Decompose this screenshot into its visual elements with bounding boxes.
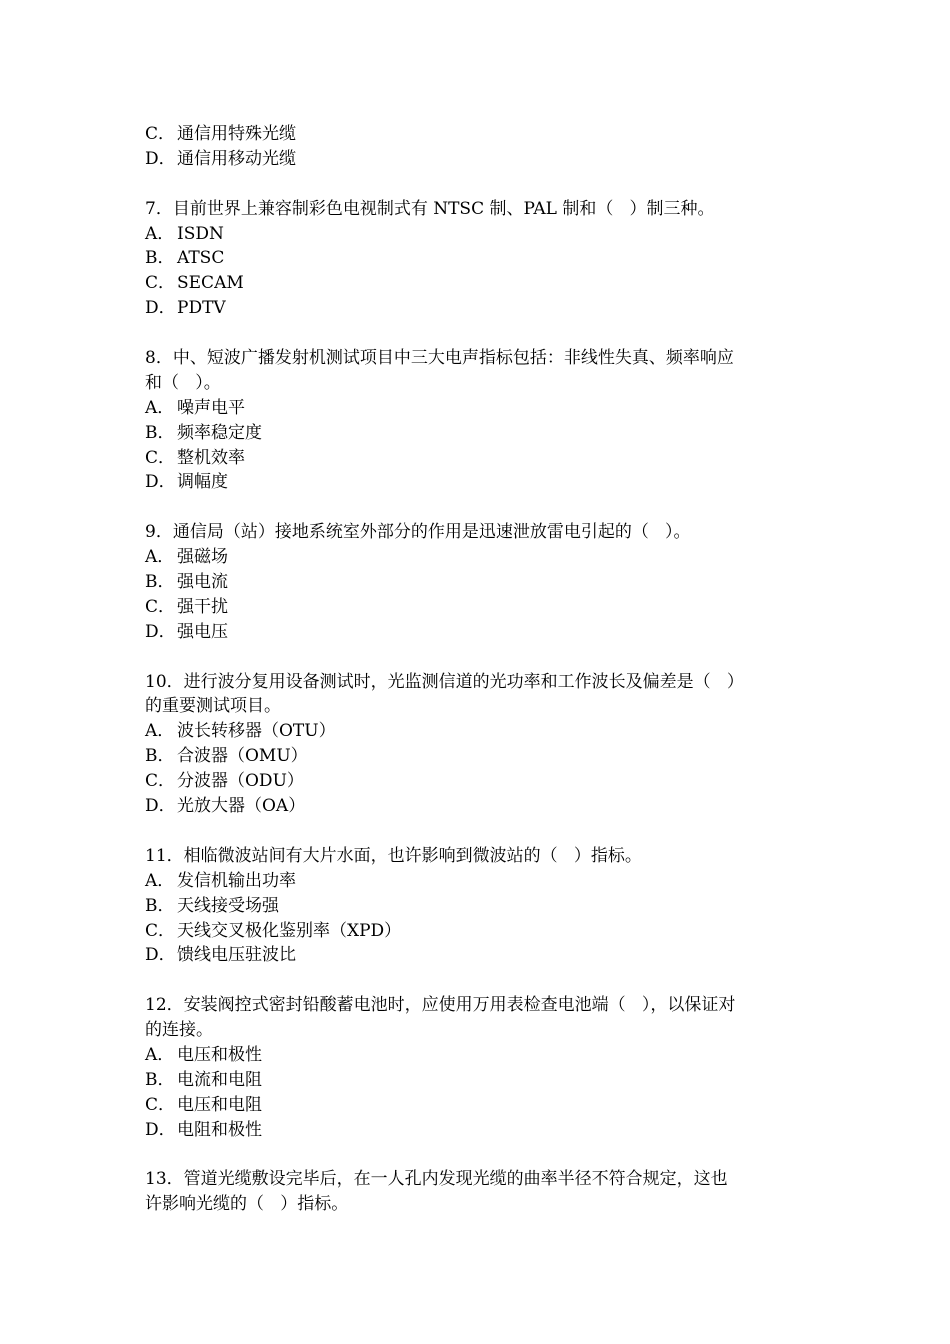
option-line: [145, 869, 815, 894]
option-text: 发信机输出功率: [177, 870, 296, 891]
option-text: 波长转移器（OTU）: [177, 721, 336, 742]
question-stem: 10．进行波分复用设备测试时，光监测信道的光功率和工作波长及偏差是（ ）: [145, 671, 744, 692]
option-text: ATSC: [177, 248, 225, 269]
option-text: 噪声电平: [177, 397, 245, 418]
option-letter: C．: [145, 920, 176, 941]
question-stem: 12．安装阀控式密封铅酸蓄电池时，应使用万用表检查电池端（ ），以保证对: [145, 995, 736, 1016]
question-11: [145, 844, 815, 968]
option-text: ISDN: [177, 223, 224, 244]
option-letter: A．: [145, 547, 175, 568]
option-letter: C．: [145, 273, 176, 294]
option-letter: D．: [145, 945, 176, 966]
option-line: [145, 894, 815, 919]
option-text: 强干扰: [177, 596, 228, 617]
document-page: [145, 122, 815, 1217]
question-stem: 和（ ）。: [145, 372, 221, 393]
option-line: [145, 246, 815, 271]
spacer: [145, 172, 815, 197]
option-line: [145, 744, 815, 769]
option-letter: B．: [145, 1069, 175, 1090]
option-line: [145, 470, 815, 495]
option-letter: B．: [145, 746, 175, 767]
question-8: [145, 346, 815, 495]
option-line: [145, 1118, 815, 1143]
option-letter: C．: [145, 596, 176, 617]
question-stem: 11．相临微波站间有大片水面，也许影响到微波站的（ ）指标。: [145, 845, 642, 866]
option-line: [145, 794, 815, 819]
option-text: 调幅度: [177, 472, 228, 493]
option-letter: C．: [145, 1094, 176, 1115]
option-line: [145, 595, 815, 620]
option-letter: B．: [145, 572, 175, 593]
option-letter: D．: [145, 1119, 176, 1140]
option-line: [145, 421, 815, 446]
option-text: 通信用移动光缆: [177, 148, 296, 169]
option-line: [145, 296, 815, 321]
option-line: [145, 943, 815, 968]
question-12: [145, 993, 815, 1142]
option-line: [145, 919, 815, 944]
option-text: 电阻和极性: [177, 1119, 262, 1140]
option-letter: B．: [145, 248, 175, 269]
option-letter: C．: [145, 124, 176, 144]
option-letter: D．: [145, 298, 176, 319]
option-text: 天线接受场强: [177, 895, 279, 916]
question-stem: 8．中、短波广播发射机测试项目中三大电声指标包括：非线性失真、频率响应: [145, 348, 734, 369]
option-text: 光放大器（OA）: [177, 796, 306, 817]
option-text: SECAM: [177, 273, 244, 294]
option-letter: D．: [145, 621, 176, 642]
option-letter: D．: [145, 472, 176, 493]
option-text: 强磁场: [177, 547, 228, 568]
option-line: [145, 446, 815, 471]
question-9: [145, 520, 815, 644]
option-line: [145, 719, 815, 744]
option-text: PDTV: [177, 298, 226, 319]
option-text: 通信用特殊光缆: [177, 124, 296, 144]
question-13: [145, 1167, 815, 1217]
option-text: 电压和极性: [177, 1044, 262, 1065]
option-text: 频率稳定度: [177, 422, 262, 443]
option-line: [145, 222, 815, 247]
option-line: [145, 620, 815, 645]
question-10: [145, 670, 815, 819]
option-line: [145, 396, 815, 421]
option-line: [145, 147, 815, 172]
spacer: [145, 645, 815, 670]
option-line: [145, 122, 815, 147]
option-text: 整机效率: [177, 447, 245, 468]
spacer: [145, 1143, 815, 1168]
option-line: [145, 1093, 815, 1118]
option-letter: A．: [145, 870, 175, 891]
option-line: [145, 1043, 815, 1068]
option-text: 强电压: [177, 621, 228, 642]
option-text: 强电流: [177, 572, 228, 593]
option-letter: A．: [145, 397, 175, 418]
option-letter: B．: [145, 895, 175, 916]
spacer: [145, 968, 815, 993]
option-text: 分波器（ODU）: [177, 771, 304, 792]
option-line: [145, 570, 815, 595]
option-letter: D．: [145, 148, 176, 169]
question-stem: 许影响光缆的（ ）指标。: [145, 1194, 349, 1215]
option-text: 天线交叉极化鉴别率（XPD）: [177, 920, 402, 941]
question-stem: 9．通信局（站）接地系统室外部分的作用是迅速泄放雷电引起的（ ）。: [145, 522, 691, 543]
option-line: [145, 1068, 815, 1093]
option-letter: A．: [145, 1044, 175, 1065]
option-line: [145, 545, 815, 570]
option-letter: B．: [145, 422, 175, 443]
question-stem: 7．目前世界上兼容制彩色电视制式有 NTSC 制、PAL 制和（ ）制三种。: [145, 198, 715, 219]
option-letter: C．: [145, 447, 176, 468]
option-text: 电流和电阻: [177, 1069, 262, 1090]
option-letter: C．: [145, 771, 176, 792]
option-text: 馈线电压驻波比: [177, 945, 296, 966]
question-7: [145, 197, 815, 321]
option-line: [145, 271, 815, 296]
option-text: 电压和电阻: [177, 1094, 262, 1115]
option-letter: D．: [145, 796, 176, 817]
question-stem: 的重要测试项目。: [145, 696, 281, 717]
spacer: [145, 819, 815, 844]
option-letter: A．: [145, 721, 175, 742]
spacer: [145, 495, 815, 520]
option-text: 合波器（OMU）: [177, 746, 308, 767]
question-stem: 的连接。: [145, 1020, 213, 1041]
option-letter: A．: [145, 223, 175, 244]
option-line: [145, 769, 815, 794]
lead-options: [145, 122, 815, 172]
spacer: [145, 321, 815, 346]
question-stem: 13．管道光缆敷设完毕后，在一人孔内发现光缆的曲率半径不符合规定，这也: [145, 1169, 728, 1190]
